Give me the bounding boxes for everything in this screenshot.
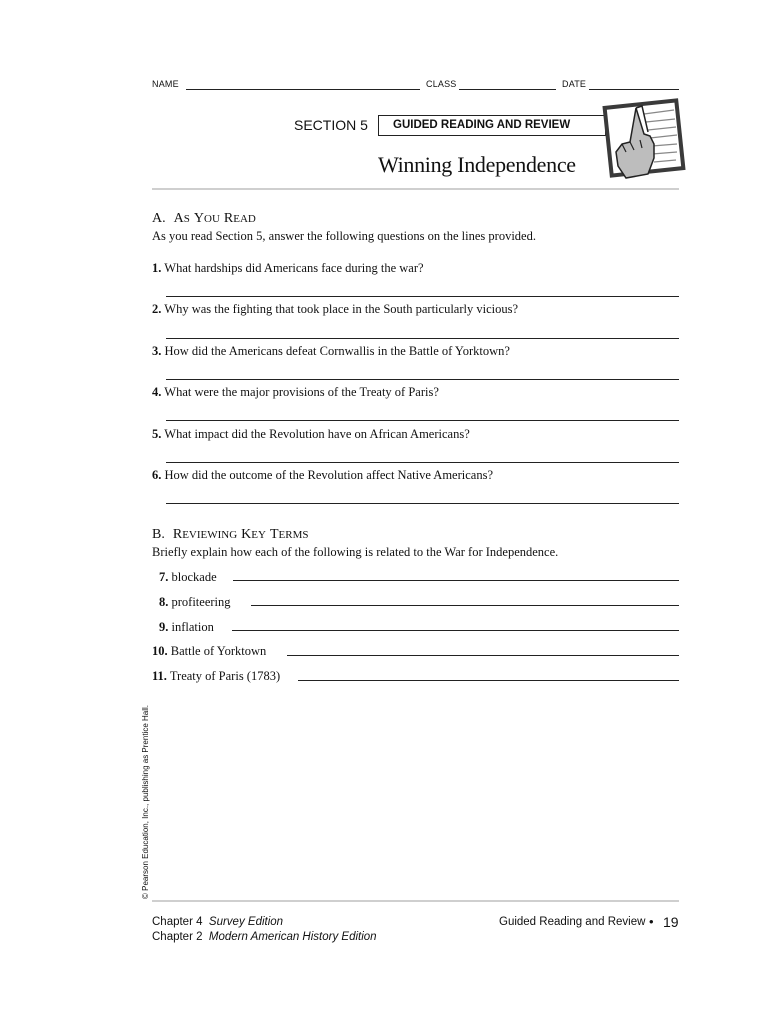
term-9: 9. inflation: [159, 620, 214, 634]
pointing-hand-icon: [596, 94, 688, 184]
question-6: 6. How did the outcome of the Revolution affect Native Americans?: [152, 468, 493, 482]
question-2: 2. Why was the fighting that took place in the South particularly vicious?: [152, 302, 519, 316]
guided-reading-tag: GUIDED READING AND REVIEW: [378, 115, 606, 136]
part-a-title-3s: EAD: [233, 213, 256, 225]
section-label: SECTION 5: [294, 117, 368, 133]
part-a-heading: [152, 209, 256, 227]
term-line-11[interactable]: [298, 680, 679, 681]
part-b-instructions: Briefly explain how each of the following is related to the War for Independence.: [152, 545, 559, 559]
question-3: 3. How did the Americans defeat Cornwallis in the Battle of Yorktown?: [152, 344, 510, 358]
title-divider: [152, 188, 679, 190]
footer-divider: [152, 900, 679, 902]
footer-bullet: •: [649, 914, 654, 929]
part-b-title-3: T: [269, 527, 279, 542]
page-title: Winning Independence: [378, 152, 576, 177]
class-label: CLASS: [426, 79, 457, 89]
part-a-title-2: Y: [193, 211, 204, 226]
part-a-instructions: As you read Section 5, answer the following questions on the lines provided.: [152, 229, 536, 243]
part-b-title-3s: ERMS: [278, 529, 309, 541]
footer-chapter-line-2: Chapter 2 Modern American History Edition: [152, 931, 377, 943]
part-a-letter: A.: [152, 211, 166, 226]
term-8: 8. profiteering: [159, 595, 231, 609]
page-number: 19: [663, 914, 679, 930]
part-a-title-3: R: [223, 211, 234, 226]
answer-line-4[interactable]: [166, 420, 679, 421]
term-11: 11. Treaty of Paris (1783): [152, 669, 281, 683]
part-a-title-1s: S: [183, 213, 190, 225]
part-b-title-1s: EVIEWING: [182, 529, 238, 541]
answer-line-6[interactable]: [166, 503, 679, 504]
term-10: 10. Battle of Yorktown: [152, 644, 267, 658]
name-label: NAME: [152, 79, 179, 89]
part-a-title-2s: OU: [204, 213, 220, 225]
term-line-9[interactable]: [232, 630, 679, 631]
part-b-letter: B.: [152, 527, 165, 542]
footer-chapter-line-1: Chapter 4 Survey Edition: [152, 916, 284, 928]
date-line[interactable]: [589, 89, 679, 90]
answer-line-1[interactable]: [166, 296, 679, 297]
part-b-title-1: R: [172, 527, 183, 542]
answer-line-3[interactable]: [166, 379, 679, 380]
footer-right-label: Guided Reading and Review: [499, 916, 646, 928]
question-4: 4. What were the major provisions of the Treaty of Paris?: [152, 385, 439, 399]
name-line[interactable]: [186, 89, 420, 90]
copyright-notice: © Pearson Education, Inc., publishing as Prentice Hall.: [141, 705, 150, 899]
question-5: 5. What impact did the Revolution have on African Americans?: [152, 427, 470, 441]
answer-line-2[interactable]: [166, 338, 679, 339]
term-line-7[interactable]: [233, 580, 679, 581]
part-a-title-1: A: [173, 211, 184, 226]
date-label: DATE: [562, 79, 587, 89]
question-1: 1. What hardships did Americans face during the war?: [152, 261, 424, 275]
part-b-title-2s: EY: [251, 529, 266, 541]
answer-line-5[interactable]: [166, 462, 679, 463]
term-line-10[interactable]: [287, 655, 679, 656]
term-7: 7. blockade: [159, 570, 217, 584]
part-b-title-2: K: [241, 527, 252, 542]
term-line-8[interactable]: [251, 605, 679, 606]
class-line[interactable]: [459, 89, 556, 90]
part-b-heading: [152, 525, 309, 543]
